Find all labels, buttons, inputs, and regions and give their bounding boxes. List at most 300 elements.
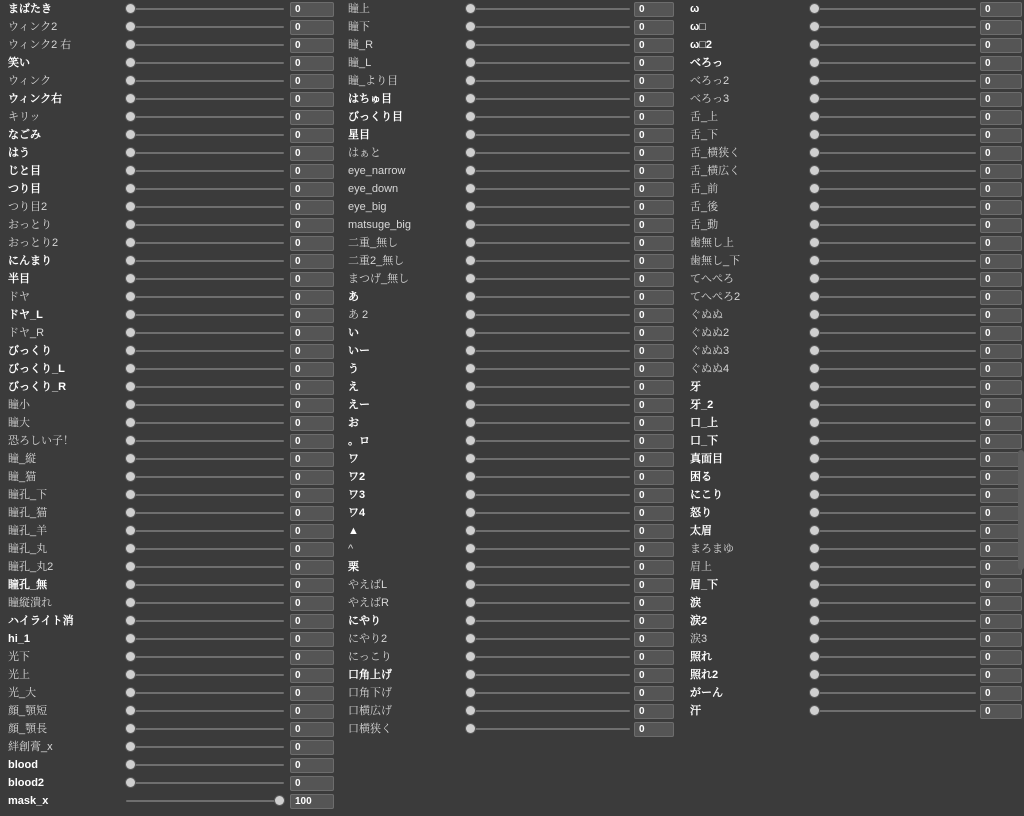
slider-knob[interactable] (810, 364, 819, 373)
slider-knob[interactable] (466, 346, 475, 355)
slider-knob[interactable] (810, 148, 819, 157)
blendshape-slider[interactable] (810, 432, 976, 450)
blendshape-slider[interactable] (466, 162, 630, 180)
blendshape-slider[interactable] (810, 684, 976, 702)
blendshape-slider[interactable] (126, 360, 284, 378)
blendshape-slider[interactable] (126, 342, 284, 360)
blendshape-value-field[interactable]: 0 (634, 2, 674, 17)
slider-knob[interactable] (466, 76, 475, 85)
blendshape-value-field[interactable]: 0 (290, 758, 334, 773)
blendshape-slider[interactable] (810, 342, 976, 360)
blendshape-value-field[interactable]: 0 (634, 380, 674, 395)
blendshape-slider[interactable] (810, 666, 976, 684)
slider-knob[interactable] (126, 760, 135, 769)
slider-knob[interactable] (126, 328, 135, 337)
blendshape-value-field[interactable]: 0 (634, 272, 674, 287)
blendshape-slider[interactable] (126, 18, 284, 36)
blendshape-slider[interactable] (466, 216, 630, 234)
blendshape-value-field[interactable]: 0 (980, 704, 1022, 719)
blendshape-value-field[interactable]: 0 (290, 722, 334, 737)
blendshape-slider[interactable] (126, 756, 284, 774)
blendshape-slider[interactable] (126, 36, 284, 54)
blendshape-slider[interactable] (466, 720, 630, 738)
slider-knob[interactable] (126, 382, 135, 391)
slider-knob[interactable] (466, 58, 475, 67)
slider-knob[interactable] (126, 634, 135, 643)
blendshape-value-field[interactable]: 0 (980, 128, 1022, 143)
slider-knob[interactable] (810, 508, 819, 517)
slider-knob[interactable] (126, 688, 135, 697)
slider-knob[interactable] (466, 526, 475, 535)
blendshape-slider[interactable] (810, 630, 976, 648)
blendshape-value-field[interactable]: 0 (634, 524, 674, 539)
slider-knob[interactable] (126, 652, 135, 661)
slider-knob[interactable] (810, 580, 819, 589)
slider-knob[interactable] (810, 526, 819, 535)
blendshape-slider[interactable] (466, 702, 630, 720)
slider-knob[interactable] (810, 544, 819, 553)
slider-knob[interactable] (466, 508, 475, 517)
slider-knob[interactable] (466, 130, 475, 139)
slider-knob[interactable] (466, 634, 475, 643)
slider-knob[interactable] (810, 454, 819, 463)
slider-knob[interactable] (126, 400, 135, 409)
blendshape-value-field[interactable]: 0 (290, 686, 334, 701)
blendshape-slider[interactable] (126, 630, 284, 648)
blendshape-slider[interactable] (126, 270, 284, 288)
slider-knob[interactable] (810, 184, 819, 193)
blendshape-value-field[interactable]: 0 (980, 92, 1022, 107)
blendshape-slider[interactable] (126, 576, 284, 594)
slider-knob[interactable] (126, 436, 135, 445)
blendshape-value-field[interactable]: 0 (290, 344, 334, 359)
blendshape-value-field[interactable]: 0 (290, 488, 334, 503)
blendshape-value-field[interactable]: 0 (290, 290, 334, 305)
slider-knob[interactable] (466, 310, 475, 319)
blendshape-slider[interactable] (810, 288, 976, 306)
blendshape-slider[interactable] (466, 360, 630, 378)
blendshape-value-field[interactable]: 0 (634, 596, 674, 611)
blendshape-value-field[interactable]: 0 (980, 614, 1022, 629)
slider-knob[interactable] (126, 742, 135, 751)
slider-knob[interactable] (466, 382, 475, 391)
slider-knob[interactable] (466, 688, 475, 697)
blendshape-value-field[interactable]: 0 (290, 398, 334, 413)
slider-knob[interactable] (126, 580, 135, 589)
slider-knob[interactable] (810, 22, 819, 31)
blendshape-value-field[interactable]: 0 (634, 416, 674, 431)
slider-knob[interactable] (810, 166, 819, 175)
blendshape-value-field[interactable]: 0 (290, 128, 334, 143)
blendshape-slider[interactable] (466, 342, 630, 360)
slider-knob[interactable] (810, 220, 819, 229)
blendshape-value-field[interactable]: 0 (634, 218, 674, 233)
slider-knob[interactable] (126, 418, 135, 427)
slider-knob[interactable] (126, 76, 135, 85)
blendshape-value-field[interactable]: 0 (290, 470, 334, 485)
blendshape-value-field[interactable]: 0 (634, 20, 674, 35)
blendshape-value-field[interactable]: 0 (980, 398, 1022, 413)
blendshape-value-field[interactable]: 0 (634, 146, 674, 161)
slider-knob[interactable] (126, 508, 135, 517)
blendshape-value-field[interactable]: 0 (290, 380, 334, 395)
slider-knob[interactable] (810, 256, 819, 265)
blendshape-value-field[interactable]: 0 (980, 542, 1022, 557)
blendshape-value-field[interactable]: 0 (980, 182, 1022, 197)
blendshape-value-field[interactable]: 0 (290, 218, 334, 233)
blendshape-slider[interactable] (126, 450, 284, 468)
blendshape-slider[interactable] (466, 0, 630, 18)
blendshape-value-field[interactable]: 0 (634, 74, 674, 89)
slider-knob[interactable] (126, 130, 135, 139)
blendshape-value-field[interactable]: 0 (980, 326, 1022, 341)
blendshape-slider[interactable] (466, 126, 630, 144)
blendshape-value-field[interactable]: 0 (634, 254, 674, 269)
blendshape-slider[interactable] (126, 684, 284, 702)
slider-knob[interactable] (466, 598, 475, 607)
blendshape-value-field[interactable]: 0 (980, 290, 1022, 305)
blendshape-value-field[interactable]: 0 (290, 182, 334, 197)
blendshape-slider[interactable] (126, 288, 284, 306)
blendshape-slider[interactable] (466, 576, 630, 594)
blendshape-value-field[interactable]: 0 (290, 506, 334, 521)
slider-knob[interactable] (810, 310, 819, 319)
slider-knob[interactable] (126, 112, 135, 121)
slider-knob[interactable] (466, 112, 475, 121)
blendshape-value-field[interactable]: 0 (634, 92, 674, 107)
slider-knob[interactable] (126, 274, 135, 283)
blendshape-slider[interactable] (126, 504, 284, 522)
slider-knob[interactable] (466, 274, 475, 283)
blendshape-value-field[interactable]: 0 (980, 506, 1022, 521)
blendshape-slider[interactable] (466, 234, 630, 252)
blendshape-slider[interactable] (466, 378, 630, 396)
slider-knob[interactable] (126, 544, 135, 553)
blendshape-slider[interactable] (810, 72, 976, 90)
blendshape-slider[interactable] (126, 558, 284, 576)
blendshape-slider[interactable] (466, 324, 630, 342)
blendshape-slider[interactable] (810, 522, 976, 540)
blendshape-slider[interactable] (810, 612, 976, 630)
slider-knob[interactable] (810, 202, 819, 211)
slider-knob[interactable] (810, 616, 819, 625)
blendshape-slider[interactable] (810, 414, 976, 432)
blendshape-value-field[interactable]: 0 (290, 740, 334, 755)
blendshape-value-field[interactable]: 0 (290, 92, 334, 107)
slider-knob[interactable] (810, 670, 819, 679)
blendshape-slider[interactable] (810, 270, 976, 288)
blendshape-value-field[interactable]: 0 (290, 56, 334, 71)
blendshape-value-field[interactable]: 0 (634, 452, 674, 467)
blendshape-slider[interactable] (466, 288, 630, 306)
slider-knob[interactable] (810, 400, 819, 409)
blendshape-slider[interactable] (126, 666, 284, 684)
blendshape-slider[interactable] (466, 270, 630, 288)
blendshape-slider[interactable] (466, 198, 630, 216)
slider-knob[interactable] (126, 526, 135, 535)
blendshape-value-field[interactable]: 0 (290, 164, 334, 179)
blendshape-value-field[interactable]: 0 (290, 110, 334, 125)
blendshape-slider[interactable] (466, 306, 630, 324)
blendshape-slider[interactable] (126, 702, 284, 720)
blendshape-value-field[interactable]: 0 (980, 20, 1022, 35)
blendshape-value-field[interactable]: 0 (290, 2, 334, 17)
slider-knob[interactable] (126, 346, 135, 355)
blendshape-value-field[interactable]: 0 (634, 362, 674, 377)
slider-knob[interactable] (810, 562, 819, 571)
blendshape-slider[interactable] (126, 792, 284, 810)
blendshape-value-field[interactable]: 0 (980, 254, 1022, 269)
blendshape-slider[interactable] (126, 774, 284, 792)
slider-knob[interactable] (466, 184, 475, 193)
blendshape-value-field[interactable]: 0 (634, 236, 674, 251)
blendshape-slider[interactable] (126, 54, 284, 72)
slider-knob[interactable] (126, 616, 135, 625)
slider-knob[interactable] (810, 328, 819, 337)
slider-knob[interactable] (126, 490, 135, 499)
blendshape-slider[interactable] (126, 396, 284, 414)
blendshape-value-field[interactable]: 0 (980, 146, 1022, 161)
slider-knob[interactable] (466, 148, 475, 157)
blendshape-slider[interactable] (466, 648, 630, 666)
slider-knob[interactable] (810, 688, 819, 697)
blendshape-value-field[interactable]: 0 (634, 182, 674, 197)
slider-knob[interactable] (126, 22, 135, 31)
blendshape-slider[interactable] (126, 162, 284, 180)
slider-knob[interactable] (810, 490, 819, 499)
slider-knob[interactable] (466, 292, 475, 301)
blendshape-value-field[interactable]: 0 (980, 524, 1022, 539)
slider-knob[interactable] (810, 436, 819, 445)
blendshape-slider[interactable] (466, 252, 630, 270)
vertical-scrollbar[interactable] (1018, 0, 1024, 816)
blendshape-slider[interactable] (466, 180, 630, 198)
blendshape-value-field[interactable]: 0 (290, 668, 334, 683)
scrollbar-thumb[interactable] (1018, 450, 1024, 570)
blendshape-slider[interactable] (810, 162, 976, 180)
blendshape-value-field[interactable]: 0 (980, 38, 1022, 53)
slider-knob[interactable] (466, 652, 475, 661)
blendshape-slider[interactable] (126, 252, 284, 270)
blendshape-value-field[interactable]: 0 (980, 560, 1022, 575)
blendshape-slider[interactable] (126, 144, 284, 162)
blendshape-value-field[interactable]: 0 (634, 668, 674, 683)
slider-knob[interactable] (810, 40, 819, 49)
blendshape-value-field[interactable]: 0 (290, 146, 334, 161)
blendshape-slider[interactable] (810, 558, 976, 576)
slider-knob[interactable] (126, 256, 135, 265)
blendshape-slider[interactable] (126, 720, 284, 738)
blendshape-value-field[interactable]: 0 (634, 488, 674, 503)
slider-knob[interactable] (126, 724, 135, 733)
blendshape-slider[interactable] (126, 306, 284, 324)
blendshape-slider[interactable] (126, 468, 284, 486)
blendshape-slider[interactable] (126, 90, 284, 108)
blendshape-value-field[interactable]: 0 (290, 632, 334, 647)
blendshape-slider[interactable] (126, 432, 284, 450)
slider-knob[interactable] (466, 22, 475, 31)
blendshape-value-field[interactable]: 0 (980, 578, 1022, 593)
blendshape-value-field[interactable]: 0 (980, 200, 1022, 215)
blendshape-slider[interactable] (126, 612, 284, 630)
blendshape-value-field[interactable]: 0 (980, 344, 1022, 359)
slider-knob[interactable] (466, 724, 475, 733)
blendshape-value-field[interactable]: 0 (290, 776, 334, 791)
slider-knob[interactable] (466, 400, 475, 409)
blendshape-value-field[interactable]: 0 (290, 524, 334, 539)
slider-knob[interactable] (126, 202, 135, 211)
blendshape-slider[interactable] (810, 234, 976, 252)
blendshape-slider[interactable] (126, 216, 284, 234)
blendshape-value-field[interactable]: 0 (634, 722, 674, 737)
slider-knob[interactable] (810, 652, 819, 661)
blendshape-slider[interactable] (126, 522, 284, 540)
slider-knob[interactable] (466, 94, 475, 103)
blendshape-value-field[interactable]: 0 (634, 542, 674, 557)
blendshape-slider[interactable] (126, 180, 284, 198)
blendshape-value-field[interactable]: 0 (290, 650, 334, 665)
slider-knob[interactable] (810, 4, 819, 13)
blendshape-value-field[interactable]: 0 (980, 56, 1022, 71)
blendshape-slider[interactable] (810, 36, 976, 54)
blendshape-slider[interactable] (810, 198, 976, 216)
blendshape-slider[interactable] (810, 648, 976, 666)
blendshape-value-field[interactable]: 0 (290, 200, 334, 215)
blendshape-value-field[interactable]: 0 (980, 434, 1022, 449)
slider-knob[interactable] (466, 238, 475, 247)
blendshape-slider[interactable] (466, 522, 630, 540)
slider-knob[interactable] (126, 4, 135, 13)
blendshape-value-field[interactable]: 0 (980, 650, 1022, 665)
blendshape-slider[interactable] (466, 504, 630, 522)
blendshape-value-field[interactable]: 0 (980, 416, 1022, 431)
blendshape-slider[interactable] (466, 684, 630, 702)
slider-knob[interactable] (810, 418, 819, 427)
blendshape-slider[interactable] (466, 54, 630, 72)
blendshape-slider[interactable] (466, 630, 630, 648)
slider-knob[interactable] (466, 706, 475, 715)
blendshape-value-field[interactable]: 0 (634, 650, 674, 665)
slider-knob[interactable] (810, 382, 819, 391)
slider-knob[interactable] (126, 40, 135, 49)
blendshape-value-field[interactable]: 0 (290, 416, 334, 431)
slider-knob[interactable] (466, 40, 475, 49)
slider-knob[interactable] (810, 346, 819, 355)
blendshape-slider[interactable] (810, 144, 976, 162)
slider-knob[interactable] (466, 472, 475, 481)
slider-knob[interactable] (810, 76, 819, 85)
blendshape-slider[interactable] (810, 108, 976, 126)
blendshape-value-field[interactable]: 0 (290, 362, 334, 377)
slider-knob[interactable] (126, 598, 135, 607)
blendshape-slider[interactable] (810, 0, 976, 18)
slider-knob[interactable] (466, 220, 475, 229)
slider-knob[interactable] (126, 166, 135, 175)
slider-knob[interactable] (466, 328, 475, 337)
blendshape-value-field[interactable]: 0 (980, 632, 1022, 647)
slider-knob[interactable] (466, 166, 475, 175)
slider-knob[interactable] (126, 58, 135, 67)
blendshape-value-field[interactable]: 0 (980, 110, 1022, 125)
blendshape-value-field[interactable]: 0 (634, 344, 674, 359)
slider-knob[interactable] (466, 580, 475, 589)
slider-knob[interactable] (466, 544, 475, 553)
blendshape-slider[interactable] (466, 450, 630, 468)
slider-knob[interactable] (810, 634, 819, 643)
blendshape-value-field[interactable]: 0 (980, 380, 1022, 395)
blendshape-value-field[interactable]: 0 (634, 308, 674, 323)
blendshape-slider[interactable] (126, 126, 284, 144)
blendshape-slider[interactable] (810, 18, 976, 36)
blendshape-value-field[interactable]: 0 (290, 596, 334, 611)
blendshape-slider[interactable] (466, 36, 630, 54)
blendshape-slider[interactable] (126, 648, 284, 666)
slider-knob[interactable] (466, 418, 475, 427)
blendshape-slider[interactable] (810, 540, 976, 558)
blendshape-value-field[interactable]: 0 (290, 434, 334, 449)
blendshape-value-field[interactable]: 0 (980, 236, 1022, 251)
slider-knob[interactable] (466, 454, 475, 463)
blendshape-value-field[interactable]: 0 (290, 704, 334, 719)
slider-knob[interactable] (126, 292, 135, 301)
blendshape-slider[interactable] (126, 738, 284, 756)
blendshape-value-field[interactable]: 0 (290, 20, 334, 35)
slider-knob[interactable] (126, 472, 135, 481)
blendshape-slider[interactable] (466, 666, 630, 684)
blendshape-value-field[interactable]: 0 (980, 74, 1022, 89)
slider-knob[interactable] (126, 364, 135, 373)
blendshape-value-field[interactable]: 0 (634, 110, 674, 125)
blendshape-value-field[interactable]: 0 (290, 74, 334, 89)
blendshape-value-field[interactable]: 0 (634, 290, 674, 305)
blendshape-slider[interactable] (126, 414, 284, 432)
blendshape-slider[interactable] (126, 486, 284, 504)
blendshape-slider[interactable] (466, 72, 630, 90)
blendshape-value-field[interactable]: 0 (980, 488, 1022, 503)
blendshape-value-field[interactable]: 0 (634, 686, 674, 701)
slider-knob[interactable] (810, 112, 819, 121)
blendshape-value-field[interactable]: 0 (634, 398, 674, 413)
slider-knob[interactable] (126, 220, 135, 229)
blendshape-slider[interactable] (466, 396, 630, 414)
blendshape-value-field[interactable]: 0 (634, 578, 674, 593)
slider-knob[interactable] (126, 94, 135, 103)
blendshape-value-field[interactable]: 0 (634, 200, 674, 215)
blendshape-value-field[interactable]: 0 (980, 308, 1022, 323)
blendshape-slider[interactable] (810, 252, 976, 270)
blendshape-slider[interactable] (126, 540, 284, 558)
blendshape-value-field[interactable]: 0 (634, 164, 674, 179)
slider-knob[interactable] (126, 706, 135, 715)
slider-knob[interactable] (126, 454, 135, 463)
blendshape-slider[interactable] (810, 504, 976, 522)
blendshape-slider[interactable] (810, 306, 976, 324)
blendshape-value-field[interactable]: 0 (290, 236, 334, 251)
blendshape-value-field[interactable]: 0 (634, 326, 674, 341)
blendshape-slider[interactable] (810, 54, 976, 72)
slider-knob[interactable] (810, 274, 819, 283)
blendshape-slider[interactable] (126, 594, 284, 612)
blendshape-slider[interactable] (126, 324, 284, 342)
blendshape-value-field[interactable]: 0 (980, 362, 1022, 377)
blendshape-value-field[interactable]: 0 (634, 614, 674, 629)
blendshape-slider[interactable] (810, 396, 976, 414)
blendshape-slider[interactable] (466, 486, 630, 504)
blendshape-slider[interactable] (466, 612, 630, 630)
blendshape-slider[interactable] (466, 90, 630, 108)
slider-knob[interactable] (126, 778, 135, 787)
blendshape-slider[interactable] (810, 378, 976, 396)
